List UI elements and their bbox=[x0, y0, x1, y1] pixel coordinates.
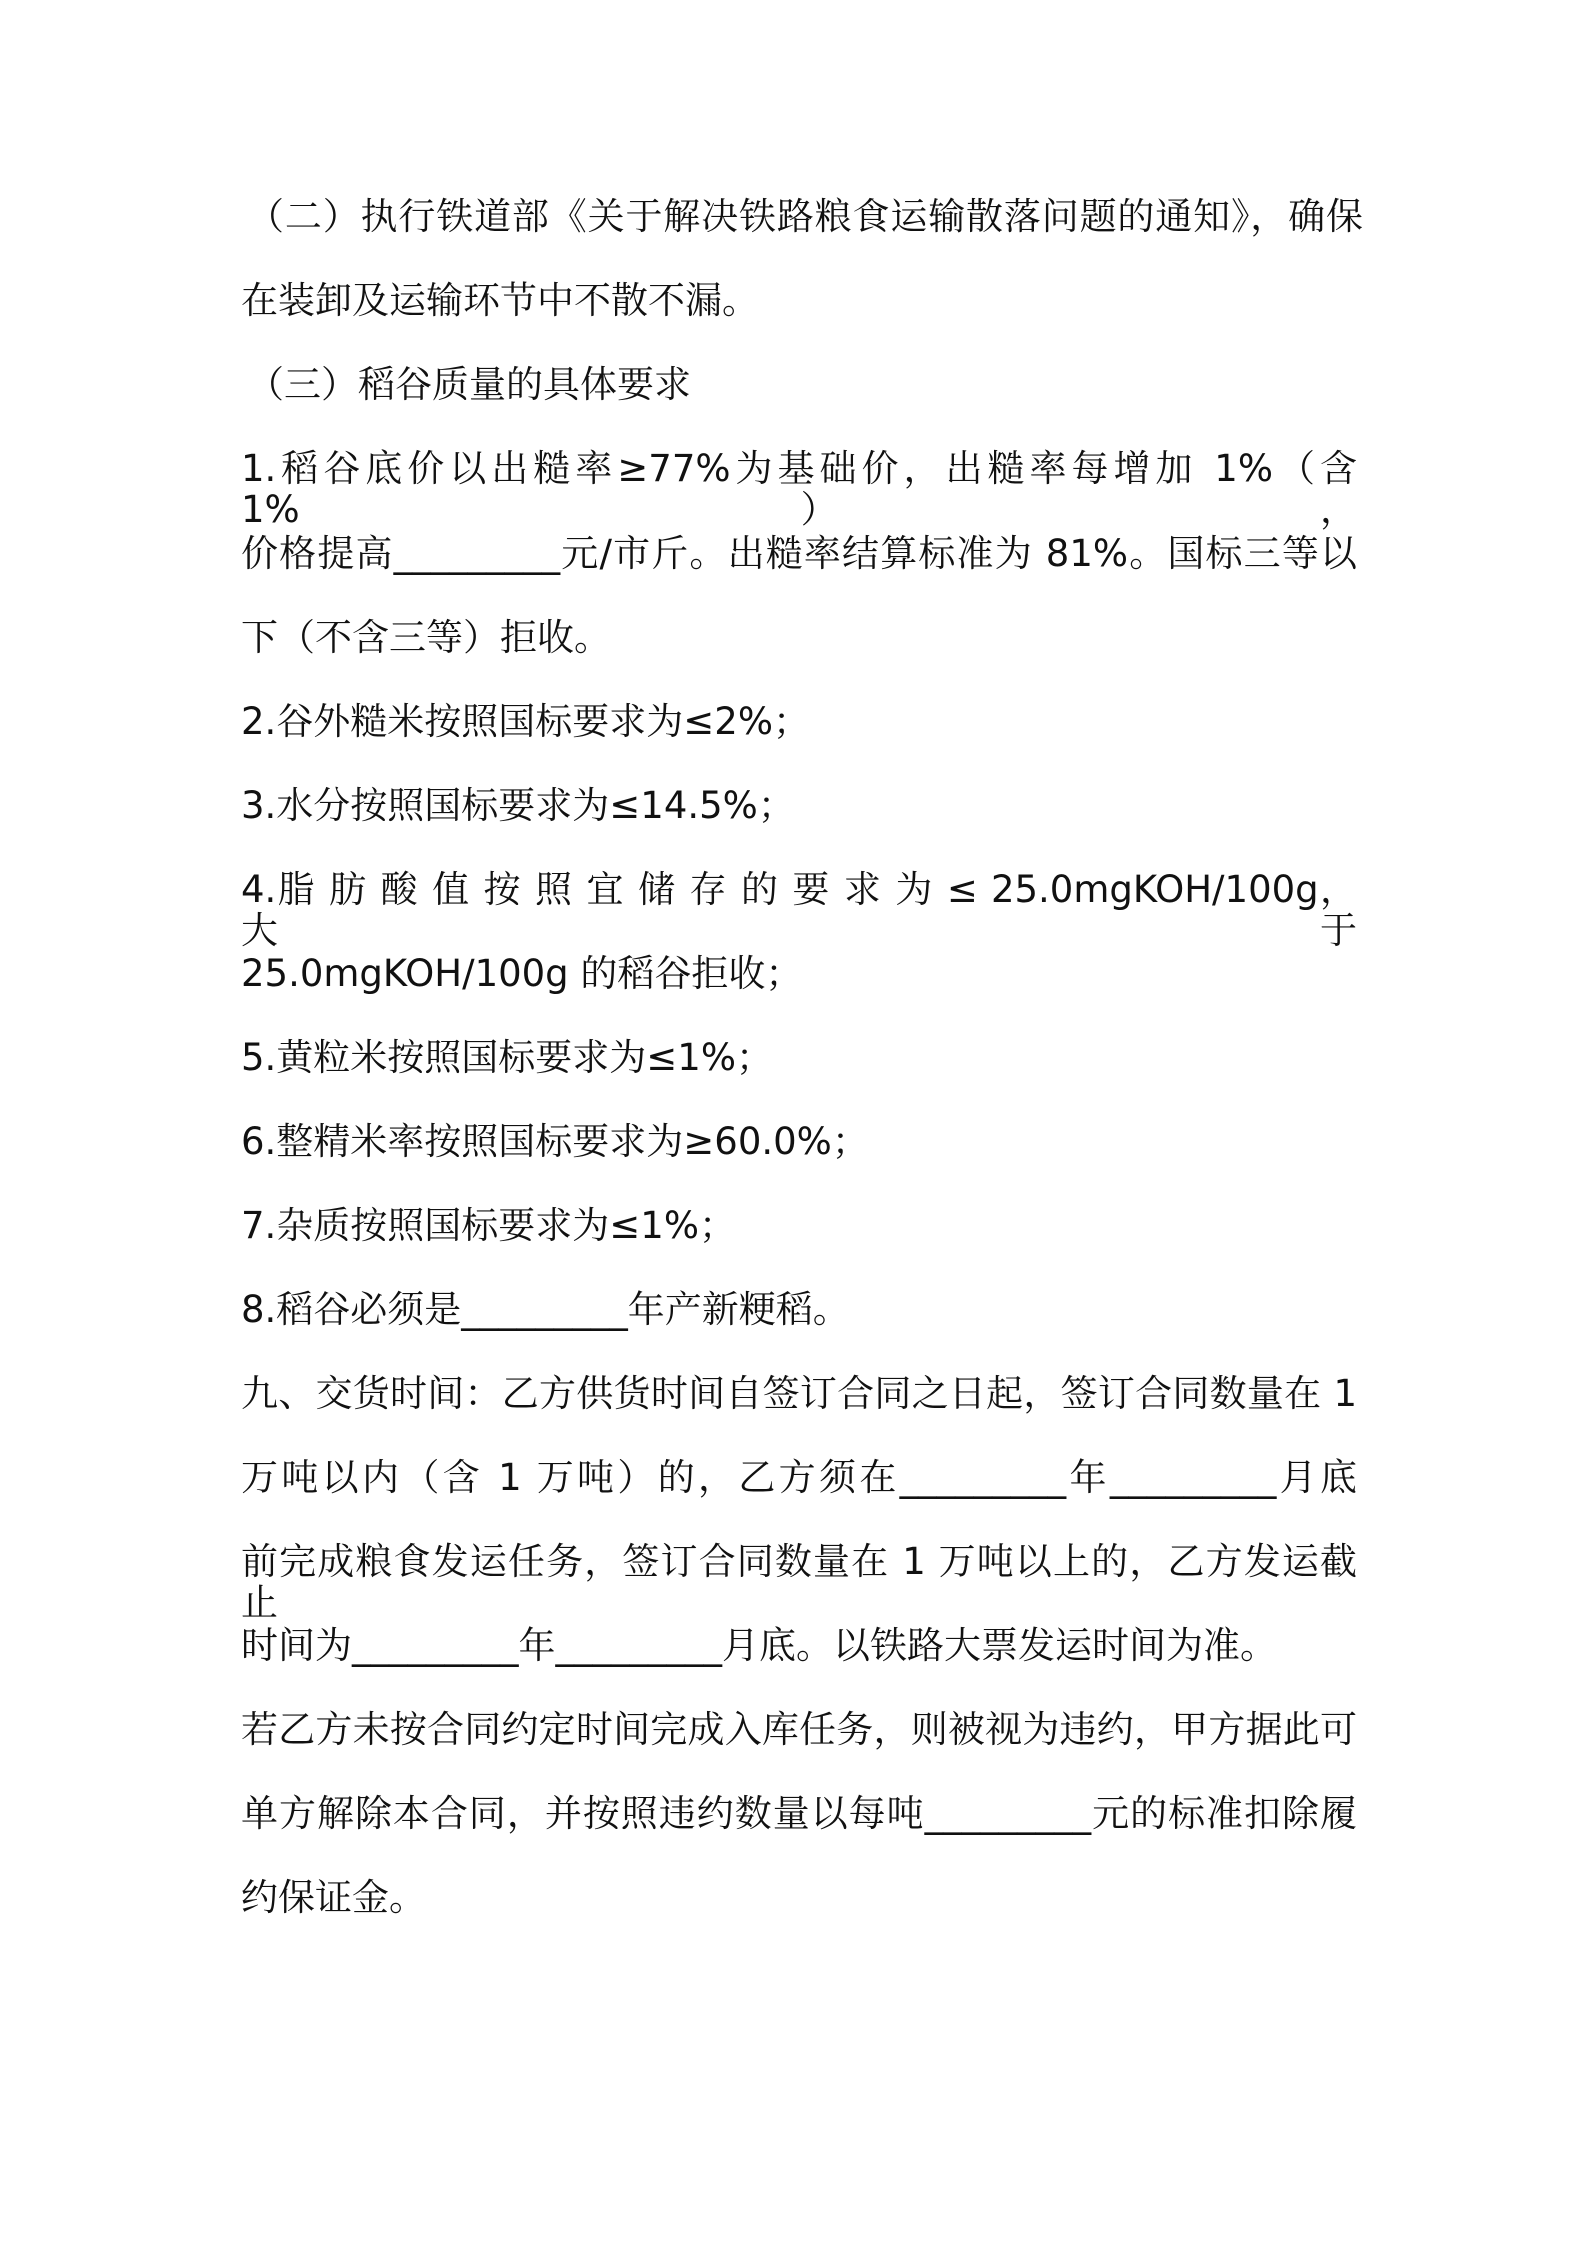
list-item: 5.黄粒米按照国标要求为≤1%； bbox=[241, 1036, 774, 1079]
list-item: 7.杂质按照国标要求为≤1%； bbox=[241, 1204, 737, 1247]
paragraph-line: 价格提高_________元/市斤。出糙率结算标准为 81%。国标三等以 bbox=[241, 532, 1357, 575]
paragraph-line: 若乙方未按合同约定时间完成入库任务，则被视为违约，甲方据此可 bbox=[241, 1708, 1357, 1751]
list-item: 8.稻谷必须是_________年产新粳稻。 bbox=[241, 1288, 850, 1331]
list-item: 4.脂 肪 酸 值 按 照 宜 储 存 的 要 求 为 ≤ 25.0mgKOH/100g， 大 于 bbox=[241, 868, 1357, 952]
paragraph-line: 前完成粮食发运任务，签订合同数量在 1 万吨以上的，乙方发运截止 bbox=[241, 1540, 1357, 1624]
section-heading: （三）稻谷质量的具体要求 bbox=[247, 363, 691, 406]
paragraph-line: 1.稻谷底价以出糙率≥77%为基础价，出糙率每增加 1%（含 1%）， bbox=[241, 447, 1357, 531]
list-item: 6.整精米率按照国标要求为≥60.0%； bbox=[241, 1120, 869, 1163]
list-item: 2.谷外糙米按照国标要求为≤2%； bbox=[241, 700, 811, 743]
paragraph-line: （二）执行铁道部《关于解决铁路粮食运输散落问题的通知》，确保 bbox=[247, 195, 1363, 238]
paragraph-line: 单方解除本合同，并按照违约数量以每吨_________元的标准扣除履 bbox=[241, 1792, 1357, 1835]
paragraph-line: 时间为_________年_________月底。以铁路大票发运时间为准。 bbox=[241, 1624, 1277, 1667]
paragraph-line: 下（不含三等）拒收。 bbox=[241, 616, 611, 659]
paragraph-line: 万吨以内（含 1 万吨）的，乙方须在_________年_________月底 bbox=[241, 1456, 1357, 1499]
paragraph-line: 约保证金。 bbox=[241, 1876, 426, 1919]
paragraph-line: 在装卸及运输环节中不散不漏。 bbox=[241, 279, 759, 322]
clause-heading: 九、交货时间：乙方供货时间自签订合同之日起，签订合同数量在 1 bbox=[241, 1372, 1357, 1415]
list-item: 3.水分按照国标要求为≤14.5%； bbox=[241, 784, 795, 827]
paragraph-line: 25.0mgKOH/100g 的稻谷拒收； bbox=[241, 952, 803, 995]
